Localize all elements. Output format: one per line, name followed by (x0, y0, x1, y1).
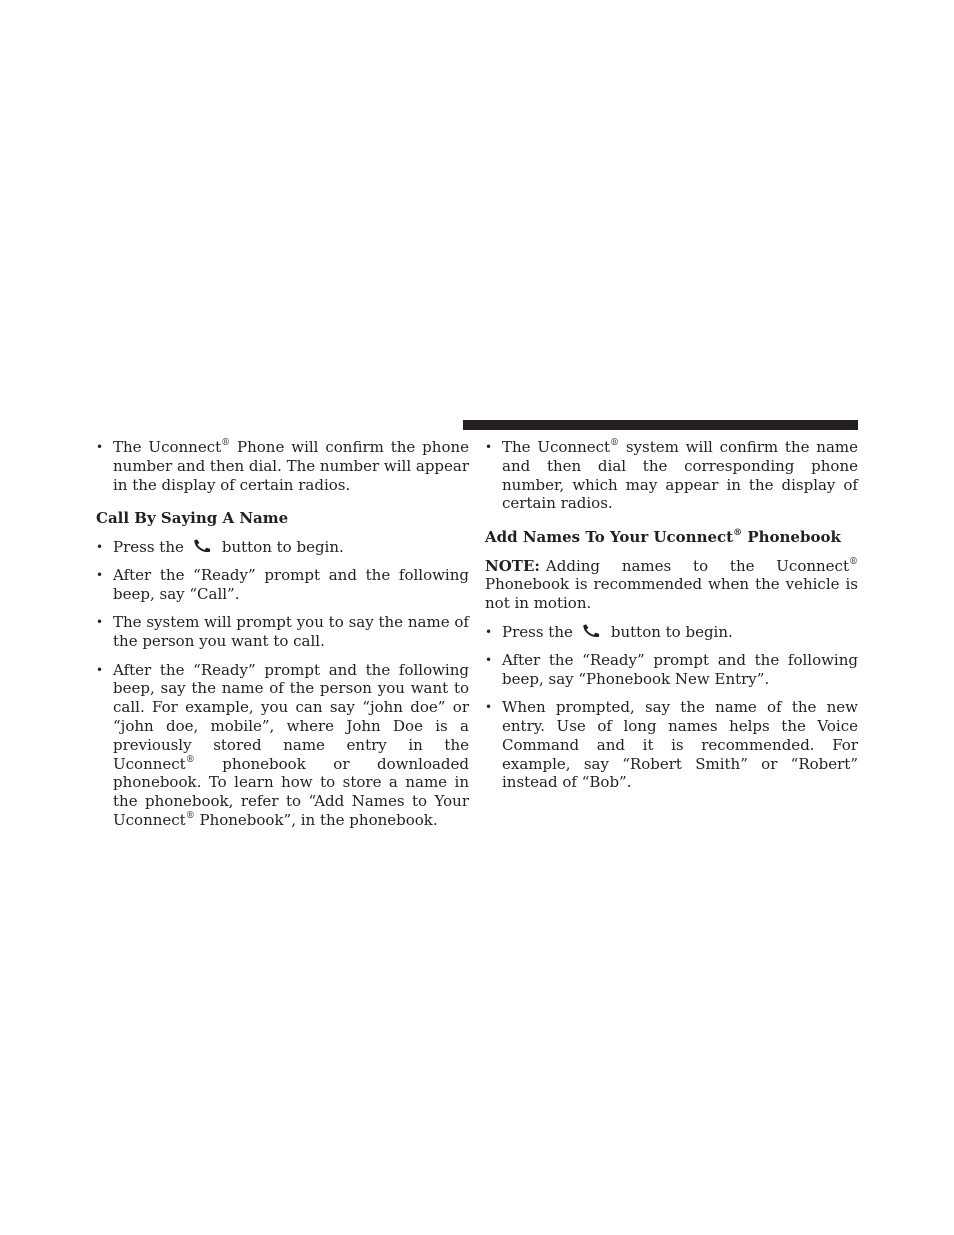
section-heading: Call By Saying A Name (96, 509, 289, 528)
phone-handset-icon (192, 538, 214, 554)
list-item: • Press the button to begin. (96, 538, 469, 557)
list-item: • Press the button to begin. (485, 623, 858, 642)
list-item: • After the “Ready” prompt and the following beep, say “Call”. (96, 566, 469, 604)
list-item: • The Uconnect® Phone will confirm the phone number and then dial. The number will appear in the display of certain radios. (96, 438, 469, 494)
section-heading: Add Names To Your Uconnect® Phonebook (485, 528, 841, 547)
left-column (96, 438, 469, 839)
list-item: • After the “Ready” prompt and the following beep, say “Phonebook New Entry”. (485, 651, 858, 689)
list-item: • The Uconnect® system will confirm the name and then dial the corresponding phone number, which may appear in the display of certain radios. (485, 438, 858, 513)
phone-handset-icon (581, 623, 603, 639)
note-label: NOTE: (485, 556, 540, 575)
right-column (485, 438, 858, 802)
list-item: • When prompted, say the name of the new entry. Use of long names helps the Voice Command and it is recommended. For example, say “Robert Smith” or “Robert” instead of “Bob”. (485, 698, 858, 792)
list-item: • The system will prompt you to say the name of the person you want to call. (96, 613, 469, 651)
list-item: • After the “Ready” prompt and the following beep, say the name of the person you want to call. For example, you can say “john doe” or “john doe, mobile”, where John Doe is a previously stored name entry in the Uconnect® phonebook or downloaded phonebook. To learn how to store a name in the phonebook, refer to “Add Names to Your Uconnect® Phonebook”, in the phonebook. (96, 661, 469, 830)
note-paragraph: NOTE: Adding names to the Uconnect® Phonebook is recommended when the vehicle is not in motion. (485, 556, 858, 613)
section-rule (463, 420, 858, 430)
